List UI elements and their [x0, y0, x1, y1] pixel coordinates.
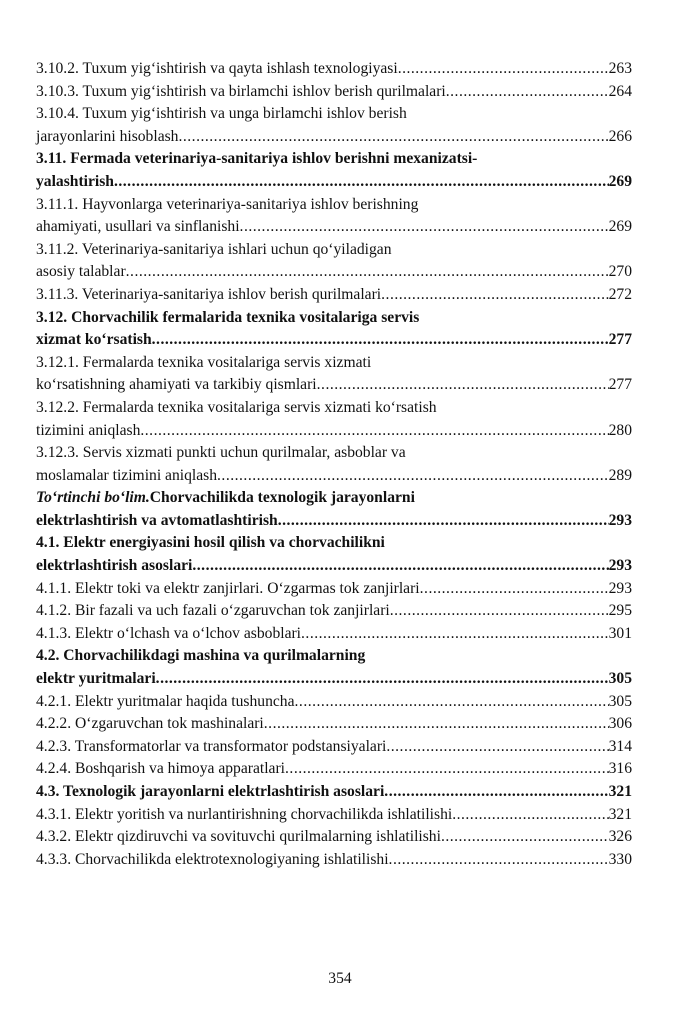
dot-leader: [295, 691, 609, 714]
dot-leader: [398, 58, 609, 81]
toc-entry-line: [36, 826, 632, 849]
toc-entry-title: 4.1.2. Bir fazali va uch fazali o‘zgaruvchan tok zanjirlari: [36, 602, 390, 620]
toc-entry-title: elektrlashtirish va avtomatlashtirish: [36, 511, 278, 529]
toc-entry-line: [36, 645, 632, 668]
toc-entry-title: 3.10.4. Tuxum yig‘ishtirish va unga birlamchi ishlov berish: [36, 105, 407, 123]
dot-leader: [317, 374, 609, 397]
toc-entry-line: [36, 397, 632, 420]
toc-entry: [36, 307, 632, 352]
toc-entry-page: 277: [608, 376, 632, 394]
toc-entry: [36, 397, 632, 442]
dot-leader: [301, 623, 609, 646]
toc-entry-line: [36, 239, 632, 262]
toc-entry-title: 3.11. Fermada veterinariya-sanitariya ishlov berishni mexanizatsi-: [36, 150, 478, 168]
toc-entry: [36, 758, 632, 781]
toc-entry-title: 4.3.3. Chorvachilikda elektrotexnologiyaning ishlatilishi: [36, 850, 389, 868]
dot-leader: [178, 126, 608, 149]
toc-entry-line: [36, 465, 632, 488]
toc-entry-page: 293: [608, 557, 632, 575]
toc-entry-title: Chorvachilikda texnologik jarayonlarni: [149, 489, 415, 507]
toc-entry-page: 270: [608, 263, 632, 281]
toc-entry-page: 330: [608, 850, 632, 868]
dot-leader: [192, 555, 608, 578]
toc-entry: [36, 691, 632, 714]
toc-entry-line: [36, 668, 632, 691]
toc-entry-line: [36, 532, 632, 555]
toc-entry: [36, 284, 632, 307]
toc-entry: [36, 849, 632, 872]
toc-entry: [36, 487, 632, 532]
toc-entry-title: 4.1. Elektr energiyasini hosil qilish va chorvachilikni: [36, 534, 385, 552]
toc-entry-title: 3.11.3. Veterinariya-sanitariya ishlov berish qurilmalari: [36, 285, 382, 303]
dot-leader: [156, 668, 609, 691]
toc-entry-title: 4.2.3. Transformatorlar va transformator podstansiyalari: [36, 737, 387, 755]
toc-entry-line: [36, 804, 632, 827]
toc-entry-line: [36, 781, 632, 804]
toc-entry-page: 293: [608, 511, 632, 529]
toc-entry-line: [36, 623, 632, 646]
toc-entry: [36, 736, 632, 759]
toc-entry-page: 326: [608, 828, 632, 846]
dot-leader: [441, 826, 609, 849]
toc-entry-line: [36, 126, 632, 149]
toc-entry-page: 272: [608, 285, 632, 303]
page-number: 354: [328, 970, 352, 987]
toc-entry: [36, 804, 632, 827]
dot-leader: [384, 781, 608, 804]
toc-entry-page: 314: [608, 737, 632, 755]
toc-entry-title: asosiy talablar: [36, 263, 126, 281]
toc-entry: [36, 713, 632, 736]
toc-entry-line: [36, 216, 632, 239]
toc-entry-page: 293: [608, 579, 632, 597]
toc-entry-page: 277: [608, 331, 632, 349]
toc-entry-title: 4.3.2. Elektr qizdiruvchi va sovituvchi qurilmalarning ishlatilishi: [36, 828, 441, 846]
toc-entry-title: 3.10.2. Tuxum yig‘ishtirish va qayta ishlash texnologiyasi: [36, 60, 398, 77]
toc-entry-title: 3.12.3. Servis xizmati punkti uchun qurilmalar, asboblar va: [36, 444, 406, 462]
toc-entry-line: [36, 442, 632, 465]
toc-entry: [36, 826, 632, 849]
toc-entry-line: [36, 81, 632, 104]
toc-entry-title: 4.1.3. Elektr o‘lchash va o‘lchov asboblari: [36, 624, 302, 642]
toc-entry-line: [36, 713, 632, 736]
toc-entry-title: ahamiyati, usullari va sinflanishi: [36, 218, 240, 236]
toc-entry-line: [36, 555, 632, 578]
toc-entry-line: [36, 374, 632, 397]
dot-leader: [389, 849, 609, 872]
toc-entry-line: [36, 329, 632, 352]
toc-entry-title: 4.3. Texnologik jarayonlarni elektrlashtirish asoslari: [36, 783, 385, 800]
toc-entry-line: [36, 758, 632, 781]
dot-leader: [420, 578, 609, 601]
toc-entry-line: [36, 194, 632, 217]
dot-leader: [285, 758, 609, 781]
toc-entry-title: 3.11.2. Veterinariya-sanitariya ishlari uchun qo‘yiladigan: [36, 240, 392, 258]
dot-leader: [278, 510, 609, 533]
toc-entry-page: 295: [608, 602, 632, 620]
toc-entry-title: elektrlashtirish asoslari: [36, 557, 193, 575]
toc-entry-page: 264: [608, 82, 632, 100]
toc-entry-line: [36, 578, 632, 601]
toc-entry-title: yalashtirish: [36, 172, 114, 190]
toc-entry-page: 289: [608, 466, 632, 484]
toc-entry-title: 3.10.3. Tuxum yig‘ishtirish va birlamchi ishlov berish qurilmalari: [36, 82, 446, 100]
dot-leader: [240, 216, 609, 239]
toc-entry-title: moslamalar tizimini aniqlash: [36, 466, 218, 484]
toc-entry-page: 306: [608, 715, 632, 733]
toc-entry: [36, 532, 632, 577]
dot-leader: [217, 465, 609, 488]
toc-entry-page: 269: [608, 172, 632, 190]
toc-entry: [36, 352, 632, 397]
toc-entry: [36, 103, 632, 148]
toc-entry-line: [36, 691, 632, 714]
toc-entry-line: [36, 487, 632, 510]
toc-entry-title: 4.2. Chorvachilikdagi mashina va qurilmalarning: [36, 647, 366, 665]
toc-entry-line: [36, 510, 632, 533]
toc-entry: [36, 623, 632, 646]
toc-entry-lead: To‘rtinchi bo‘lim.: [36, 489, 150, 507]
toc-entry-line: [36, 420, 632, 443]
toc-entry-line: [36, 736, 632, 759]
toc-entry-line: [36, 307, 632, 330]
toc-entry: [36, 578, 632, 601]
toc-entry-page: 263: [608, 60, 632, 77]
toc-entry-line: [36, 284, 632, 307]
toc-entry-page: 301: [608, 624, 632, 642]
toc-entry-title: elektr yuritmalari: [36, 670, 156, 688]
toc-entry: [36, 600, 632, 623]
dot-leader: [390, 600, 609, 623]
toc-entry-title: 4.1.1. Elektr toki va elektr zanjirlari. O‘zgarmas tok zanjirlari: [36, 579, 420, 597]
toc-entry-page: 280: [608, 421, 632, 439]
toc-entry-title: tizimini aniqlash: [36, 421, 141, 439]
table-of-contents: [36, 58, 632, 871]
dot-leader: [446, 81, 609, 104]
toc-entry: [36, 81, 632, 104]
toc-entry-line: [36, 600, 632, 623]
toc-entry-title: 4.2.4. Boshqarish va himoya apparatlari: [36, 760, 286, 778]
toc-entry-title: ko‘rsatishning ahamiyati va tarkibiy qismlari: [36, 376, 317, 394]
toc-entry: [36, 645, 632, 690]
toc-entry-title: 3.12. Chorvachilik fermalarida texnika vositalariga servis: [36, 308, 420, 326]
dot-leader: [152, 329, 609, 352]
toc-entry-title: xizmat ko‘rsatish: [36, 331, 152, 349]
toc-entry: [36, 239, 632, 284]
toc-entry-line: [36, 352, 632, 375]
dot-leader: [126, 261, 609, 284]
dot-leader: [452, 804, 608, 827]
dot-leader: [386, 736, 608, 759]
toc-entry-line: [36, 103, 632, 126]
dot-leader: [114, 171, 609, 194]
toc-entry-page: 305: [608, 692, 632, 710]
toc-entry: [36, 781, 632, 804]
toc-entry-title: 4.3.1. Elektr yoritish va nurlantirishning chorvachilikda ishlatilishi: [36, 805, 453, 823]
toc-entry-line: [36, 261, 632, 284]
toc-entry: [36, 148, 632, 193]
toc-entry-line: [36, 849, 632, 872]
dot-leader: [264, 713, 609, 736]
toc-entry-line: [36, 171, 632, 194]
toc-entry-title: 3.12.1. Fermalarda texnika vositalariga servis xizmati: [36, 353, 372, 371]
dot-leader: [140, 420, 608, 443]
toc-entry-page: 269: [608, 218, 632, 236]
toc-entry-title: 3.12.2. Fermalarda texnika vositalariga servis xizmati ko‘rsatish: [36, 398, 437, 416]
toc-entry-title: jarayonlarini hisoblash: [36, 127, 179, 145]
dot-leader: [381, 284, 608, 307]
toc-entry-title: 4.2.1. Elektr yuritmalar haqida tushuncha: [36, 692, 295, 710]
toc-entry-line: [36, 58, 632, 81]
toc-entry-page: 321: [608, 805, 632, 823]
toc-entry: [36, 58, 632, 81]
toc-entry: [36, 194, 632, 239]
toc-entry-page: 305: [608, 670, 632, 688]
toc-entry-page: 316: [608, 760, 632, 778]
toc-entry-page: 266: [608, 127, 632, 145]
toc-entry: [36, 442, 632, 487]
toc-entry-line: [36, 148, 632, 171]
toc-entry-title: 4.2.2. O‘zgaruvchan tok mashinalari: [36, 715, 264, 733]
toc-entry-title: 3.11.1. Hayvonlarga veterinariya-sanitariya ishlov berishning: [36, 195, 419, 213]
toc-entry-page: 321: [608, 783, 632, 800]
